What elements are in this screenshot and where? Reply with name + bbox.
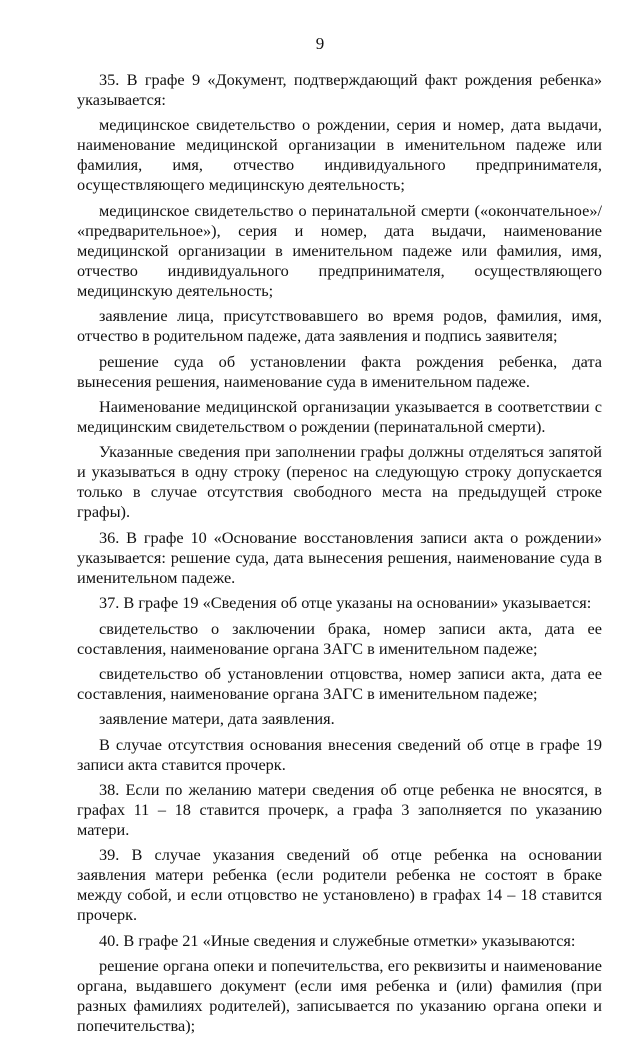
paragraph-37-intro: 37. В графе 19 «Сведения об отце указаны на основании» указывается:	[99, 593, 592, 613]
document-body	[77, 70, 602, 1042]
paragraph-marriage-certificate: свидетельство о заключении брака, номер записи акта, дата ее составления, наименование органа ЗАГС в именительном падеже;	[77, 618, 602, 658]
paragraph-40-intro: 40. В графе 21 «Иные сведения и служебные отметки» указываются:	[99, 930, 576, 950]
paragraph-organization-name: Наименование медицинской организации указывается в соответствии с медицинским свидетельством о рождении (перинатальной смерти).	[77, 396, 602, 436]
paragraph-court-decision: решение суда об установлении факта рождения ребенка, дата вынесения решения, наименование суда в именительном падеже.	[77, 351, 602, 391]
paragraph-guardianship-decision: решение органа опеки и попечительства, его реквизиты и наименование органа, выдавшего документ (если имя ребенка и (или) фамилия (при разных фамилиях родителей), записывается по указанию органа опеки и попечительства);	[77, 956, 602, 1036]
paragraph-no-basis-dash: В случае отсутствия основания внесения сведений об отце в графе 19 записи акта ставится прочерк.	[77, 734, 602, 774]
paragraph-perinatal-death-certificate: медицинское свидетельство о перинатальной смерти («окончательное»/ «предварительное»), серия и номер, дата выдачи, наименование медицинской организации в именительном падеже или фамилия, имя, отчество индивидуального предпринимателя, осуществляющего медицинскую деятельность;	[77, 200, 602, 300]
paragraph-witness-statement: заявление лица, присутствовавшего во время родов, фамилия, имя, отчество в родительном падеже, дата заявления и подпись заявителя;	[77, 306, 602, 346]
paragraph-35-intro: 35. В графе 9 «Документ, подтверждающий факт рождения ребенка» указывается:	[77, 70, 602, 109]
paragraph-medical-birth-certificate: медицинское свидетельство о рождении, серия и номер, дата выдачи, наименование медицинской организации в именительном падеже или фамилия, имя, отчество индивидуального предпринимателя, осуществляющего медицинскую деятельность;	[77, 115, 602, 195]
paragraph-mother-statement: заявление матери, дата заявления.	[99, 709, 335, 729]
paragraph-38: 38. Если по желанию матери сведения об отце ребенка не вносятся, в графах 11 – 18 ставится прочерк, а графа 3 заполняется по указанию матери.	[77, 780, 602, 840]
paragraph-39: 39. В случае указания сведений об отце ребенка на основании заявления матери ребенка (если родители ребенка не состоят в браке между собой, и если отцовство не установлено) в графах 14 – 18 ставится прочерк.	[77, 845, 602, 925]
paragraph-36: 36. В графе 10 «Основание восстановления записи акта о рождении» указывается: решение суда, дата вынесения решения, наименование суда в именительном падеже.	[77, 527, 602, 587]
paragraph-paternity-certificate: свидетельство об установлении отцовства, номер записи акта, дата ее составления, наименование органа ЗАГС в именительном падеже;	[77, 663, 602, 703]
paragraph-comma-separation: Указанные сведения при заполнении графы должны отделяться запятой и указываться в одну строку (перенос на следующую строку допускается только в случае отсутствия свободного места на предыдущей строке графы).	[77, 442, 602, 522]
page-number: 9	[315, 34, 325, 53]
